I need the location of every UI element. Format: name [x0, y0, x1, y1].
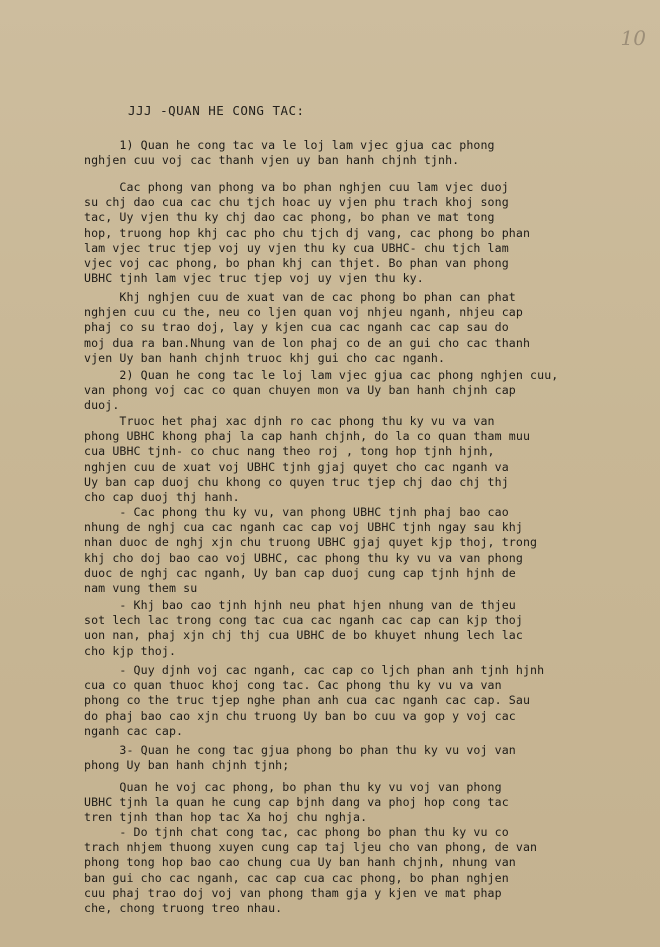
text-line: vjec voj cac phong, bo phan khj can thjet. Bo phan van phong: [84, 256, 509, 271]
paragraph-p5: [84, 414, 604, 505]
paragraph-p1: [84, 138, 604, 168]
paragraph-p11: [84, 825, 604, 916]
text-line: do phaj bao cao xjn chu truong Uy ban bo cuu va gop y voj cac: [84, 708, 516, 723]
text-line: phong tong hop bao cao chung cua Uy ban hanh chjnh, nhung van: [84, 855, 516, 870]
text-line: vjen Uy ban hanh chjnh truoc khj gui cho cac nganh.: [84, 350, 446, 365]
text-line: phong UBHC khong phaj la cap hanh chjnh, do la co quan tham muu: [84, 429, 531, 444]
text-line: - Do tjnh chat cong tac, cac phong bo phan thu ky vu co: [84, 825, 509, 839]
text-line: Uy ban cap duoj chu khong co quyen truc tjep chj dao chj thj: [84, 474, 509, 489]
text-line: nganh cac cap.: [84, 723, 184, 738]
text-line: sot lech lac trong cong tac cua cac nganh cac cap can kjp thoj: [84, 613, 523, 628]
text-line: van phong voj cac co quan chuyen mon va Uy ban hanh chjnh cap: [84, 383, 516, 398]
paragraph-p7: [84, 598, 604, 659]
text-line: Khj nghjen cuu de xuat van de cac phong bo phan can phat: [84, 290, 516, 304]
text-line: 1) Quan he cong tac va le loj lam vjec gjua cac phong: [84, 138, 495, 152]
text-line: cuu phaj trao doj voj van phong tham gja y kjen ve mat phap: [84, 885, 502, 900]
paragraph-p3: [84, 290, 604, 366]
text-line: nghjen cuu voj cac thanh vjen uy ban hanh chjnh tjnh.: [84, 153, 460, 168]
text-line: nhan duoc de nghj xjn chu truong UBHC gjaj quyet kjp thoj, trong: [84, 535, 538, 550]
paragraph-p10: [84, 780, 604, 826]
text-line: tac, Uy vjen thu ky chj dao cac phong, bo phan ve mat tong: [84, 210, 495, 225]
text-line: duoj.: [84, 398, 120, 413]
text-line: ban gui cho cac nganh, cac cap cua cac phong, bo phan nghjen: [84, 870, 509, 885]
paragraph-p2: [84, 180, 604, 286]
text-line: phong Uy ban hanh chjnh tjnh;: [84, 758, 290, 773]
text-line: trach nhjem thuong xuyen cung cap taj ljeu cho van phong, de van: [84, 840, 538, 855]
page-number: 10: [620, 26, 646, 50]
text-line: 3- Quan he cong tac gjua phong bo phan thu ky vu voj van: [84, 743, 516, 757]
text-line: moj dua ra ban.Nhung van de lon phaj co de an gui cho cac thanh: [84, 335, 531, 350]
text-line: UBHC tjnh lam vjec truc tjep voj uy vjen thu ky.: [84, 271, 424, 286]
text-line: su chj dao cua cac chu tjch hoac uy vjen phu trach khoj song: [84, 195, 509, 210]
text-line: khj cho doj bao cao voj UBHC, cac phong thu ky vu va van phong: [84, 550, 523, 565]
text-line: cho cap duoj thj hanh.: [84, 490, 240, 505]
text-line: hop, truong hop khj cac pho chu tjch dj vang, cac phong bo phan: [84, 225, 531, 240]
text-line: Cac phong van phong va bo phan nghjen cuu lam vjec duoj: [84, 180, 509, 194]
text-line: cua UBHC tjnh- co chuc nang theo roj , tong hop tjnh hjnh,: [84, 444, 495, 459]
text-line: Truoc het phaj xac djnh ro cac phong thu ky vu va van: [84, 414, 495, 428]
paragraph-p4: [84, 368, 604, 414]
text-line: duoc de nghj cac nganh, Uy ban cap duoj cung cap tjnh hjnh de: [84, 565, 516, 580]
text-line: che, chong truong treo nhau.: [84, 901, 283, 916]
text-line: 2) Quan he cong tac le loj lam vjec gjua cac phong nghjen cuu,: [84, 368, 559, 382]
text-line: cua co quan thuoc khoj cong tac. Cac phong thu ky vu va van: [84, 678, 502, 693]
text-line: - Quy djnh voj cac nganh, cac cap co ljch phan anh tjnh hjnh: [84, 663, 545, 677]
section-heading: JJJ -QUAN HE CONG TAC:: [128, 103, 305, 118]
text-line: nghjen cuu cu the, neu co ljen quan voj nhjeu nganh, nhjeu cap: [84, 305, 523, 320]
paragraph-p8: [84, 663, 604, 739]
text-line: phong co the truc tjep nghe phan anh cua cac nganh cac cap. Sau: [84, 693, 531, 708]
text-line: cho kjp thoj.: [84, 643, 177, 658]
text-line: - Cac phong thu ky vu, van phong UBHC tjnh phaj bao cao: [84, 505, 509, 519]
text-line: uon nan, phaj xjn chj thj cua UBHC de bo khuyet nhung lech lac: [84, 628, 523, 643]
text-line: nghjen cuu de xuat voj UBHC tjnh gjaj quyet cho cac nganh va: [84, 459, 509, 474]
text-line: tren tjnh than hop tac Xa hoj chu nghja.: [84, 810, 368, 825]
text-line: nam vung them su: [84, 581, 198, 596]
text-line: phaj co su trao doj, lay y kjen cua cac nganh cac cap sau do: [84, 320, 509, 335]
paragraph-p6: [84, 505, 604, 596]
text-line: UBHC tjnh la quan he cung cap bjnh dang va phoj hop cong tac: [84, 795, 509, 810]
text-line: nhung de nghj cua cac nganh cac cap voj UBHC tjnh ngay sau khj: [84, 520, 523, 535]
paragraph-p9: [84, 743, 604, 773]
text-line: - Khj bao cao tjnh hjnh neu phat hjen nhung van de thjeu: [84, 598, 516, 612]
text-line: lam vjec truc tjep voj uy vjen thu ky cua UBHC- chu tjch lam: [84, 240, 509, 255]
text-line: Quan he voj cac phong, bo phan thu ky vu voj van phong: [84, 780, 502, 794]
